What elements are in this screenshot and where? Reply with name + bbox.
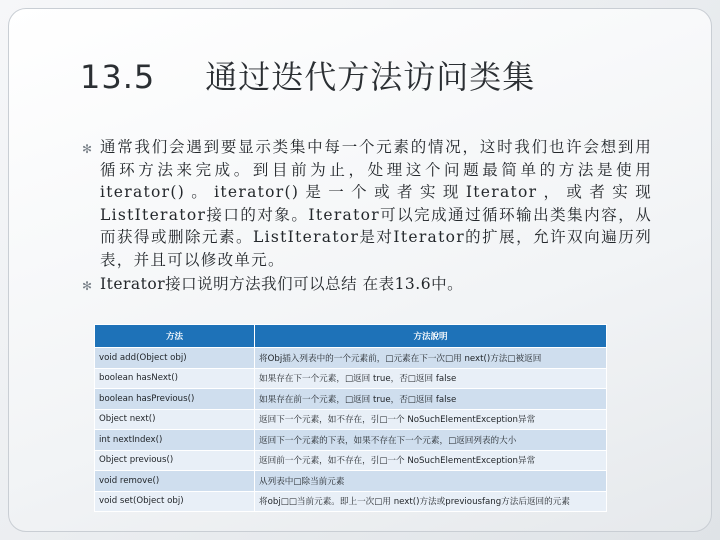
table-row — [95, 389, 607, 410]
snowflake-bullet-icon: ✻ — [82, 142, 94, 156]
methods-table-container — [94, 324, 606, 512]
table-row — [95, 368, 607, 389]
method-cell: Object previous() — [95, 450, 255, 471]
table-row — [95, 450, 607, 471]
description-cell: 返回前一个元素，如不存在，引□一个 NoSuchElementException异常 — [255, 450, 607, 471]
bullet-item-2 — [82, 273, 652, 295]
method-cell: boolean hasPrevious() — [95, 389, 255, 410]
method-cell: int nextIndex() — [95, 430, 255, 451]
title-text: 通过迭代方法访问类集 — [205, 58, 536, 96]
description-cell: 如果存在下一个元素，□返回 true，否□返回 false — [255, 368, 607, 389]
description-cell: 将Obj插入列表中的一个元素前，□元素在下一次□用 next()方法□被返回 — [255, 348, 607, 369]
description-cell: 如果存在前一个元素，□返回 true，否□返回 false — [255, 389, 607, 410]
title-number: 13.5 — [80, 58, 156, 96]
table-row — [95, 430, 607, 451]
table-row — [95, 471, 607, 492]
method-cell: boolean hasNext() — [95, 368, 255, 389]
method-cell: void add(Object obj) — [95, 348, 255, 369]
table-row — [95, 409, 607, 430]
methods-table — [94, 324, 607, 512]
bullet-list — [82, 136, 652, 295]
bullet-1-text: 通常我们会遇到要显示类集中每一个元素的情况，这时我们也许会想到用循环方法来完成。到目前为止，处理这个问题最简单的方法是使用iterator()。iterator()是一个或者实现Iterator，或者实现ListIterator接口的对象。Iterator可以完成通过循环输出类集内容，从而获得或删除元素。ListIterator是对Iterator的扩展，允许双向遍历列表，并且可以修改单元。 — [100, 138, 652, 269]
header-description: 方法說明 — [255, 325, 607, 348]
description-cell: 返回下一个元素，如不存在，引□一个 NoSuchElementException异常 — [255, 409, 607, 430]
description-cell: 从列表中□除当前元素 — [255, 471, 607, 492]
description-cell: 将obj□□当前元素。即上一次□用 next()方法或previousfang方法后返回的元素 — [255, 491, 607, 512]
method-cell: Object next() — [95, 409, 255, 430]
table-header-row — [95, 325, 607, 348]
table-row — [95, 348, 607, 369]
method-cell: void remove() — [95, 471, 255, 492]
bullet-item-1 — [82, 136, 652, 271]
table-row — [95, 491, 607, 512]
description-cell: 返回下一个元素的下表，如果不存在下一个元素，□返回列表的大小 — [255, 430, 607, 451]
header-method: 方法 — [95, 325, 255, 348]
slide-title — [80, 52, 535, 98]
bullet-2-text: Iterator接口说明方法我们可以总结 在表13.6中。 — [100, 275, 464, 293]
method-cell: void set(Object obj) — [95, 491, 255, 512]
snowflake-bullet-icon: ✻ — [82, 279, 93, 293]
